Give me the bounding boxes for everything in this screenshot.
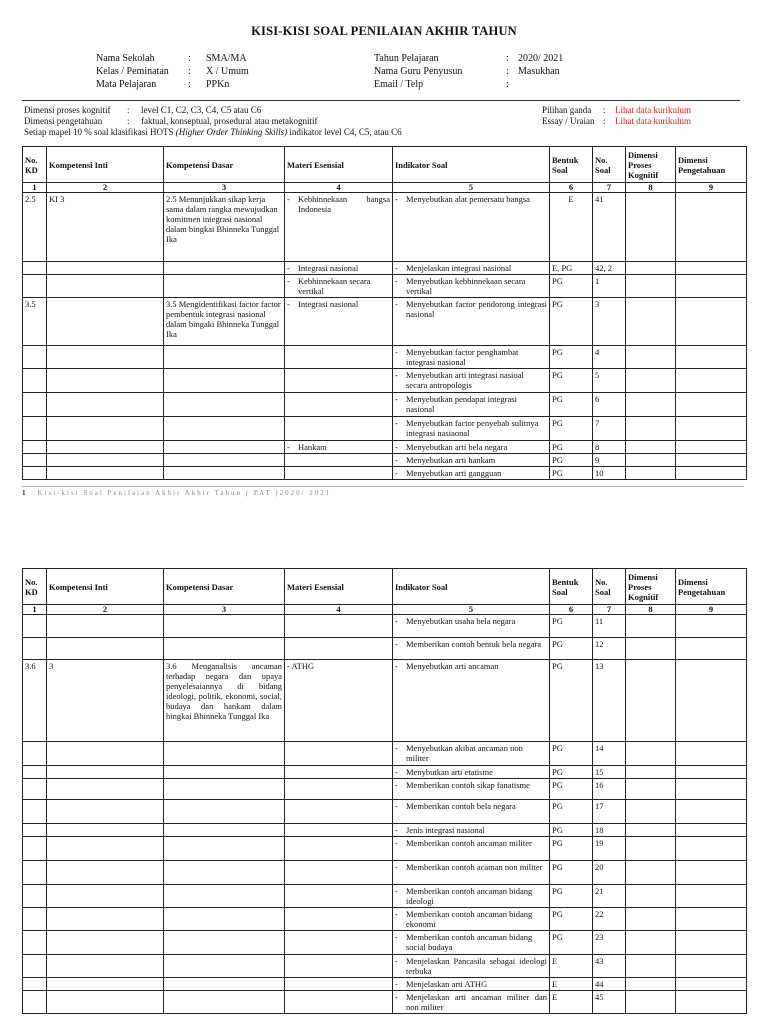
header-materi: Materi Esensial [285, 569, 393, 605]
header-ki: Kompetensi Inti [47, 147, 164, 183]
header-no-kd: No. KD [23, 569, 47, 605]
table-row: - Menjelaskan Pancasila sebagai ideologi terbuka E 43 [23, 955, 747, 978]
column-number-row: 1 2 3 4 5 6 7 8 9 [23, 183, 747, 193]
table-row: - Memberikan contoh ancaman bidang social budaya PG 23 [23, 931, 747, 955]
header-no-soal: No. Soal [593, 147, 626, 183]
teacher-value: Masukhan [518, 66, 560, 77]
pg-link[interactable]: Lihat data kurikulum [615, 105, 691, 115]
table-row: - Menjelaskan arti ATHG E 44 [23, 978, 747, 991]
table-row: - Memberikan contoh ancaman bidang ideologi PG 21 [23, 885, 747, 908]
header-materi: Materi Esensial [285, 147, 393, 183]
header-indikator: Indikator Soal [393, 569, 550, 605]
class-label: Kelas / Peminatan [96, 66, 169, 77]
header-indikator: Indikator Soal [393, 147, 550, 183]
essay-row: Essay / Uraian : Lihat data kurikulum [542, 116, 691, 126]
header-bentuk: Bentuk Soal [550, 147, 593, 183]
table-row: - Memberikan contoh bela negara PG 17 [23, 800, 747, 824]
table-row: - Menyebutkan usaha bela negara PG 11 [23, 615, 747, 638]
hots-row: Setiap mapel 10 % soal klasifikasi HOTS (Higher Order Thinking Skills) indikator level C4, C5, atau C6 [24, 127, 402, 137]
table-row: - Menyebutkan akibat ancaman non militer PG 14 [23, 742, 747, 766]
year-label: Tahun Pelajaran [374, 53, 439, 64]
header-bentuk: Bentuk Soal [550, 569, 593, 605]
table-row: - Menyebutkan pendapat integrasi nasional PG 6 [23, 393, 747, 417]
header-dim-proses: Dimensi Proses Kognitif [626, 147, 676, 183]
email-label: Email / Telp [374, 79, 424, 90]
dim-pengetahuan-row: Dimensi pengetahuan : faktual, konseptual, prosedural atau metakognitif [24, 116, 318, 126]
header-dim-proses: Dimensi Proses Kognitif [626, 569, 676, 605]
header-kd: Kompetensi Dasar [164, 147, 285, 183]
header-dim-peng: Dimensi Pengetahuan [676, 569, 747, 605]
dimension-info [24, 105, 402, 138]
table-row: - Jenis integrasi nasional PG 18 [23, 824, 747, 837]
essay-link[interactable]: Lihat data kurikulum [615, 116, 691, 126]
table-row: - Kebhinnekaan secara vertikal - Menyebutkan kebhinnekaan secara vertikal PG 1 [23, 275, 747, 298]
header-divider [22, 100, 740, 101]
header-kd: Kompetensi Dasar [164, 569, 285, 605]
email-row: Email / Telp : [374, 79, 509, 90]
table-row: 3.5 3.5 Mengidentifikasi factor factor pembentuk integrasi nasional dalam bingaki Bhinneka Tunggal Ika - Integrasi nasional - Menyebutkan factor pendorong integrasi nasional PG 3 [23, 298, 747, 346]
subject-label: Mata Pelajaran [96, 79, 157, 90]
kisi-table-1 [22, 146, 747, 480]
table-header-row [23, 147, 747, 183]
table-row: 2.5 KI 3 2.5 Menunjukkan sikap kerja sama dalam rangka mewujudkan komitmen integrasi nasional dalam bingkai Bhinneka Tunggal Ika - Kebhinnekaan bangsa Indonesia - Menyebutkan alat pemersatu bangsa E 41 [23, 193, 747, 262]
table-row: - Integrasi nasional - Menjelaskan integrasi nasional E, PG 42, 2 [23, 262, 747, 275]
table-row: - Memberikan contoh bentuk bela negara PG 12 [23, 638, 747, 660]
table-row: - Memberikan contoh ancaman militer PG 19 [23, 837, 747, 861]
table-header-row [23, 569, 747, 605]
year-value: 2020/ 2021 [518, 53, 564, 64]
dim-proses-row: Dimensi proses kognitif : level C1, C2, C3, C4, C5 atau C6 [24, 105, 262, 115]
question-type-info [542, 105, 691, 127]
header-no-kd: No. KD [23, 147, 47, 183]
header-ki: Kompetensi Inti [47, 569, 164, 605]
school-name-label: Nama Sekolah [96, 53, 155, 64]
pg-row: Pilihan ganda : Lihat data kurikulum [542, 105, 691, 115]
footer-text: Kisi-kisi Soal Penilaian Akhir Akhir Tahun ( PAT )2020/ 2021 [37, 489, 332, 497]
school-info [96, 52, 249, 91]
table-row: - Menyebutkan arti integrasi nasioal secara antropologis PG 5 [23, 369, 747, 393]
kisi-table-2 [22, 568, 747, 1014]
table-row: - Hankam - Menyebutkan arti bela negara PG 8 [23, 441, 747, 454]
table-row: - Menyebutkan arti gangguan PG 10 [23, 467, 747, 480]
subject-value: PPKn [206, 79, 230, 90]
table-row: - Memberikan contoh ancaman bidang ekonomi PG 22 [23, 908, 747, 931]
table-row: 3.6 3 3.6 Menganalisis ancaman terhadap negara dan upaya penyelesaiannya di bidang ideologi, politik, ekonomi, social, budaya dan hankam dalam bingkai Bhinneka Tunggal Ika - ATHG - Menyebutkan arti ancaman PG 13 [23, 660, 747, 742]
page-footer [22, 486, 744, 497]
table-row: - Menjelaskan arti ancaman militer dan non militer E 45 [23, 991, 747, 1014]
school-name-row: Nama Sekolah : SMA/MA [96, 53, 247, 64]
teacher-info [374, 52, 563, 91]
table-row: - Menyebutkan factor penyebab sulitnya integrasi nasiaonal PG 7 [23, 417, 747, 441]
teacher-row: Nama Guru Penyusun : Masukhan [374, 66, 560, 77]
class-row: Kelas / Peminatan : X / Umum [96, 66, 249, 77]
class-value: X / Umum [206, 66, 249, 77]
header-no-soal: No. Soal [593, 569, 626, 605]
table-row: - Menybutkan arti etatisme PG 15 [23, 766, 747, 779]
year-row: Tahun Pelajaran : 2020/ 2021 [374, 53, 564, 64]
page-number: 1 [22, 489, 28, 497]
table-row: - Memberikan contoh sikap fanatisme PG 16 [23, 779, 747, 800]
document-title: KISI-KISI SOAL PENILAIAN AKHIR TAHUN [251, 24, 517, 38]
table-row: - Menyebutkan arti hankam PG 9 [23, 454, 747, 467]
school-name-value: SMA/MA [206, 53, 247, 64]
table-row: - Menyebutkan factor penghambat integrasi nasional PG 4 [23, 346, 747, 369]
column-number-row: 1 2 3 4 5 6 7 8 9 [23, 605, 747, 615]
header-dim-peng: Dimensi Pengetahuan [676, 147, 747, 183]
teacher-label: Nama Guru Penyusun [374, 66, 463, 77]
subject-row: Mata Pelajaran : PPKn [96, 79, 230, 90]
table-row: - Memberikan contoh acaman non militer PG 20 [23, 861, 747, 885]
